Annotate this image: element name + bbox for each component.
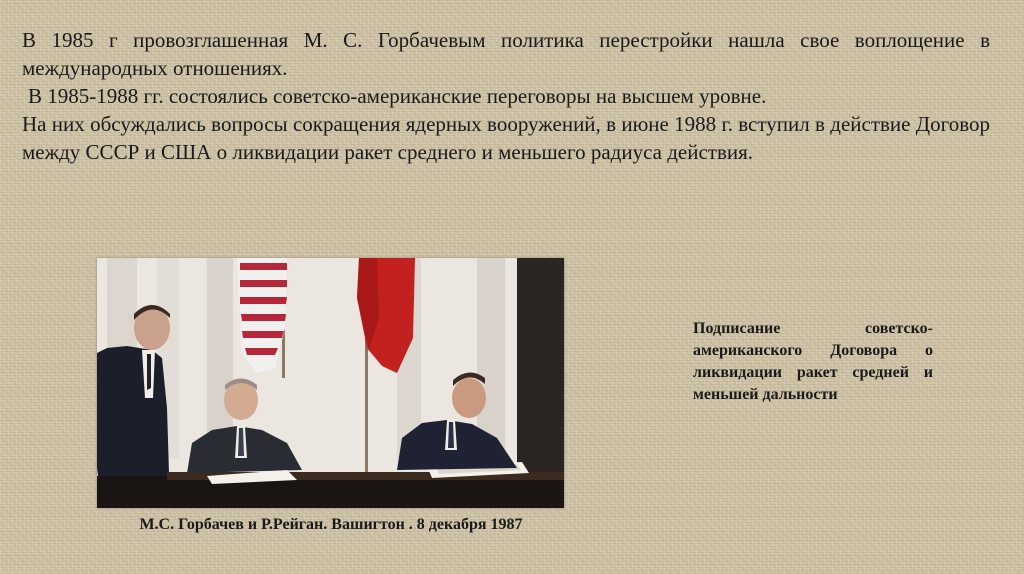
paragraph-perestroika: В 1985 г провозглашенная М. С. Горбачевым политика перестройки нашла свое воплощение в международных отношениях. bbox=[22, 28, 990, 80]
signing-photo bbox=[97, 258, 564, 508]
side-caption: Подписание советско-американского Договора о ликвидации ракет средней и меньшей дальности bbox=[693, 320, 933, 403]
paragraph-negotiations: В 1985-1988 гг. состоялись советско-американские переговоры на высшем уровне. bbox=[28, 84, 767, 108]
photo-caption: М.С. Горбачев и Р.Рейган. Вашигтон . 8 декабря 1987 bbox=[139, 516, 523, 533]
paragraph-treaty: На них обсуждались вопросы сокращения ядерных вооружений, в июне 1988 г. вступил в действие Договор между СССР и США о ликвидации ракет среднего и меньшего радиуса действия. bbox=[22, 112, 990, 164]
slide-body-text bbox=[22, 26, 990, 166]
